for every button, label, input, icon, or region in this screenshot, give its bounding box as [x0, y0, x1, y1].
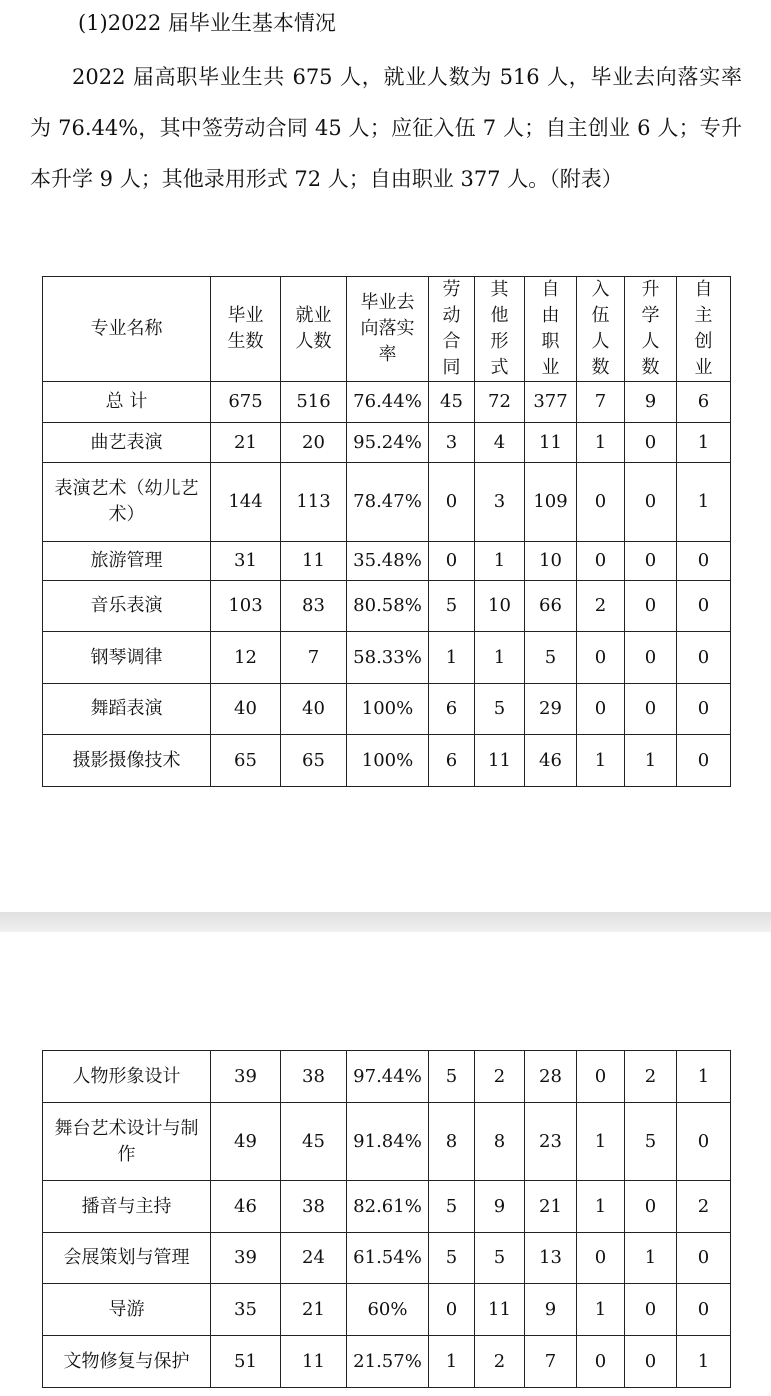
page-break-gap: [0, 912, 771, 932]
cell-major-name: 舞台艺术设计与制作: [43, 1103, 211, 1181]
header-employed: 就业人数: [281, 277, 347, 382]
cell-army: 1: [577, 423, 625, 463]
cell-army: 0: [577, 463, 625, 542]
cell-graduates: 12: [211, 632, 281, 684]
cell-army: 1: [577, 735, 625, 787]
cell-labor-contract: 3: [429, 423, 475, 463]
cell-upgrade: 0: [625, 1181, 677, 1233]
cell-employed: 516: [281, 382, 347, 423]
cell-army: 1: [577, 1284, 625, 1336]
cell-army: 0: [577, 1051, 625, 1103]
cell-upgrade: 0: [625, 542, 677, 581]
cell-rate: 95.24%: [347, 423, 429, 463]
cell-freelance: 29: [525, 684, 577, 735]
cell-upgrade: 2: [625, 1051, 677, 1103]
cell-startup: 0: [677, 1284, 731, 1336]
cell-startup: 0: [677, 735, 731, 787]
cell-graduates: 65: [211, 735, 281, 787]
cell-startup: 1: [677, 1336, 731, 1388]
cell-labor-contract: 45: [429, 382, 475, 423]
cell-labor-contract: 5: [429, 1233, 475, 1284]
table-row: [43, 1336, 731, 1388]
cell-upgrade: 1: [625, 735, 677, 787]
cell-labor-contract: 1: [429, 1336, 475, 1388]
cell-freelance: 66: [525, 581, 577, 632]
cell-freelance: 11: [525, 423, 577, 463]
cell-rate: 21.57%: [347, 1336, 429, 1388]
cell-rate: 60%: [347, 1284, 429, 1336]
cell-labor-contract: 0: [429, 463, 475, 542]
table-row: [43, 1051, 731, 1103]
cell-other-form: 5: [475, 1233, 525, 1284]
cell-graduates: 51: [211, 1336, 281, 1388]
cell-army: 7: [577, 382, 625, 423]
cell-upgrade: 0: [625, 423, 677, 463]
cell-employed: 11: [281, 1336, 347, 1388]
cell-employed: 11: [281, 542, 347, 581]
cell-major-name: 曲艺表演: [43, 423, 211, 463]
cell-major-name: 钢琴调律: [43, 632, 211, 684]
cell-army: 1: [577, 1181, 625, 1233]
cell-employed: 113: [281, 463, 347, 542]
cell-graduates: 39: [211, 1051, 281, 1103]
table-row: [43, 684, 731, 735]
cell-startup: 1: [677, 1051, 731, 1103]
cell-other-form: 8: [475, 1103, 525, 1181]
header-army: 入伍人数: [577, 277, 625, 382]
employment-table-page-1: [42, 276, 731, 787]
cell-graduates: 31: [211, 542, 281, 581]
cell-labor-contract: 5: [429, 1181, 475, 1233]
cell-rate: 82.61%: [347, 1181, 429, 1233]
cell-freelance: 10: [525, 542, 577, 581]
table-row: [43, 1181, 731, 1233]
cell-freelance: 46: [525, 735, 577, 787]
cell-labor-contract: 6: [429, 735, 475, 787]
header-freelance: 自由职业: [525, 277, 577, 382]
cell-other-form: 11: [475, 1284, 525, 1336]
cell-major-name: 导游: [43, 1284, 211, 1336]
cell-rate: 91.84%: [347, 1103, 429, 1181]
cell-employed: 65: [281, 735, 347, 787]
table-row: [43, 735, 731, 787]
cell-upgrade: 0: [625, 581, 677, 632]
cell-other-form: 2: [475, 1336, 525, 1388]
cell-labor-contract: 0: [429, 542, 475, 581]
header-labor: 劳动合同: [429, 277, 475, 382]
header-rate: 毕业去向落实率: [347, 277, 429, 382]
employment-table-page-2: [42, 1050, 731, 1388]
cell-employed: 38: [281, 1181, 347, 1233]
cell-labor-contract: 5: [429, 581, 475, 632]
cell-major-name: 播音与主持: [43, 1181, 211, 1233]
cell-army: 2: [577, 581, 625, 632]
cell-freelance: 109: [525, 463, 577, 542]
cell-employed: 45: [281, 1103, 347, 1181]
cell-employed: 20: [281, 423, 347, 463]
cell-other-form: 9: [475, 1181, 525, 1233]
cell-other-form: 10: [475, 581, 525, 632]
cell-freelance: 28: [525, 1051, 577, 1103]
cell-startup: 2: [677, 1181, 731, 1233]
cell-rate: 76.44%: [347, 382, 429, 423]
cell-rate: 80.58%: [347, 581, 429, 632]
cell-other-form: 1: [475, 632, 525, 684]
table-row: [43, 1103, 731, 1181]
header-major: 专业名称: [43, 277, 211, 382]
cell-upgrade: 9: [625, 382, 677, 423]
cell-other-form: 72: [475, 382, 525, 423]
cell-employed: 21: [281, 1284, 347, 1336]
cell-employed: 38: [281, 1051, 347, 1103]
cell-rate: 78.47%: [347, 463, 429, 542]
table-row: [43, 1233, 731, 1284]
cell-major-name: 会展策划与管理: [43, 1233, 211, 1284]
cell-graduates: 39: [211, 1233, 281, 1284]
cell-startup: 0: [677, 684, 731, 735]
header-startup: 自主创业: [677, 277, 731, 382]
cell-army: 1: [577, 1103, 625, 1181]
cell-labor-contract: 6: [429, 684, 475, 735]
cell-upgrade: 0: [625, 1336, 677, 1388]
table-row: [43, 423, 731, 463]
cell-rate: 100%: [347, 735, 429, 787]
cell-rate: 97.44%: [347, 1051, 429, 1103]
cell-startup: 6: [677, 382, 731, 423]
cell-major-name: 文物修复与保护: [43, 1336, 211, 1388]
cell-startup: 0: [677, 1233, 731, 1284]
cell-labor-contract: 0: [429, 1284, 475, 1336]
cell-startup: 0: [677, 542, 731, 581]
table-row: [43, 632, 731, 684]
cell-rate: 61.54%: [347, 1233, 429, 1284]
cell-graduates: 49: [211, 1103, 281, 1181]
cell-graduates: 46: [211, 1181, 281, 1233]
cell-army: 0: [577, 542, 625, 581]
cell-other-form: 3: [475, 463, 525, 542]
cell-freelance: 5: [525, 632, 577, 684]
cell-startup: 0: [677, 632, 731, 684]
cell-other-form: 1: [475, 542, 525, 581]
table-row: [43, 463, 731, 542]
cell-other-form: 11: [475, 735, 525, 787]
cell-labor-contract: 1: [429, 632, 475, 684]
cell-graduates: 35: [211, 1284, 281, 1336]
cell-labor-contract: 5: [429, 1051, 475, 1103]
cell-employed: 83: [281, 581, 347, 632]
cell-major-name: 人物形象设计: [43, 1051, 211, 1103]
cell-upgrade: 0: [625, 632, 677, 684]
cell-graduates: 103: [211, 581, 281, 632]
cell-graduates: 675: [211, 382, 281, 423]
cell-upgrade: 0: [625, 684, 677, 735]
cell-rate: 58.33%: [347, 632, 429, 684]
cell-army: 0: [577, 684, 625, 735]
cell-freelance: 377: [525, 382, 577, 423]
header-upgrade: 升学人数: [625, 277, 677, 382]
header-other: 其他形式: [475, 277, 525, 382]
cell-major-name: 摄影摄像技术: [43, 735, 211, 787]
cell-graduates: 40: [211, 684, 281, 735]
cell-freelance: 21: [525, 1181, 577, 1233]
cell-employed: 7: [281, 632, 347, 684]
cell-rate: 35.48%: [347, 542, 429, 581]
section-heading: (1)2022 届毕业生基本情况: [78, 11, 336, 35]
summary-paragraph: 2022 届高职毕业生共 675 人，就业人数为 516 人，毕业去向落实率为 76.44%，其中签劳动合同 45 人；应征入伍 7 人；自主创业 6 人；专升本升学 9 人；其他录用形式 72 人；自由职业 377 人。（附表）: [30, 65, 742, 191]
cell-startup: 0: [677, 1103, 731, 1181]
cell-major-name: 总 计: [43, 382, 211, 423]
table-row: [43, 581, 731, 632]
cell-major-name: 旅游管理: [43, 542, 211, 581]
cell-labor-contract: 8: [429, 1103, 475, 1181]
cell-major-name: 音乐表演: [43, 581, 211, 632]
cell-army: 0: [577, 1233, 625, 1284]
cell-army: 0: [577, 632, 625, 684]
cell-freelance: 23: [525, 1103, 577, 1181]
table-row: [43, 542, 731, 581]
cell-upgrade: 0: [625, 463, 677, 542]
cell-major-name: 舞蹈表演: [43, 684, 211, 735]
table-header-row: [43, 277, 731, 382]
cell-army: 0: [577, 1336, 625, 1388]
cell-graduates: 144: [211, 463, 281, 542]
cell-employed: 40: [281, 684, 347, 735]
cell-employed: 24: [281, 1233, 347, 1284]
cell-upgrade: 5: [625, 1103, 677, 1181]
table-row: [43, 382, 731, 423]
cell-freelance: 9: [525, 1284, 577, 1336]
cell-upgrade: 1: [625, 1233, 677, 1284]
cell-major-name: 表演艺术（幼儿艺术）: [43, 463, 211, 542]
cell-rate: 100%: [347, 684, 429, 735]
cell-freelance: 13: [525, 1233, 577, 1284]
cell-other-form: 2: [475, 1051, 525, 1103]
cell-upgrade: 0: [625, 1284, 677, 1336]
cell-graduates: 21: [211, 423, 281, 463]
table-row: [43, 1284, 731, 1336]
cell-other-form: 5: [475, 684, 525, 735]
cell-startup: 1: [677, 423, 731, 463]
cell-other-form: 4: [475, 423, 525, 463]
header-graduates: 毕业生数: [211, 277, 281, 382]
cell-startup: 0: [677, 581, 731, 632]
cell-freelance: 7: [525, 1336, 577, 1388]
cell-startup: 1: [677, 463, 731, 542]
